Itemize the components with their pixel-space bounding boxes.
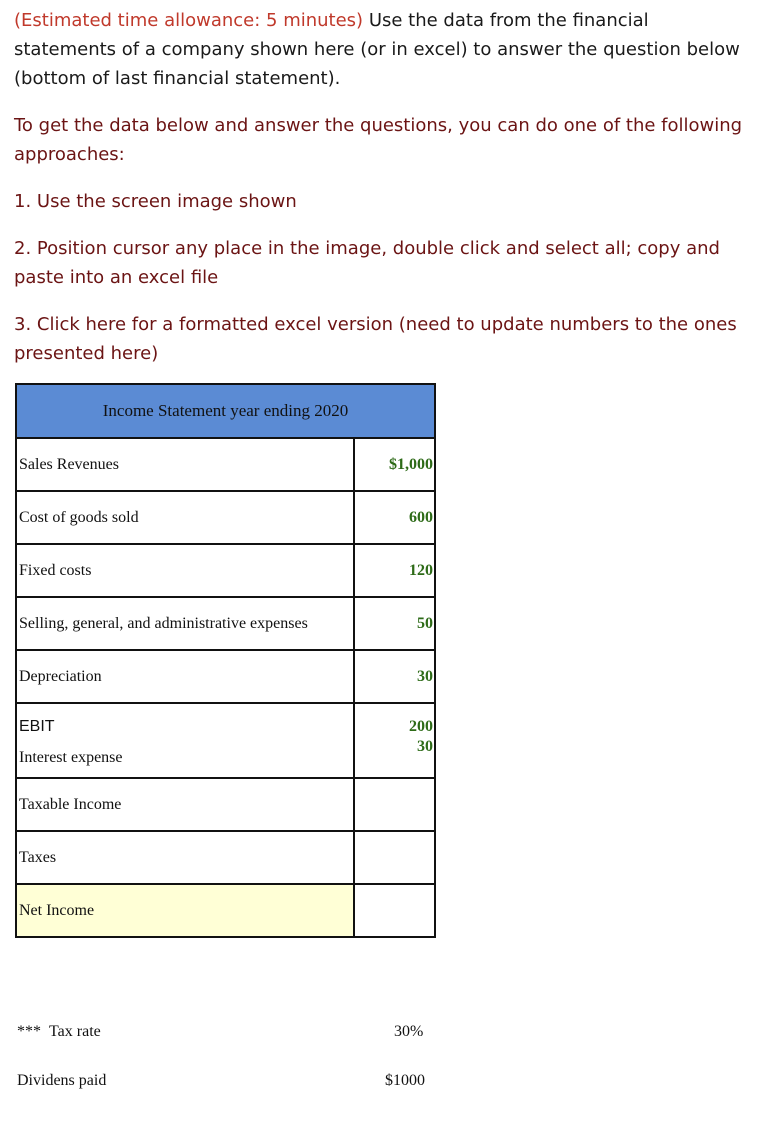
table-row	[16, 650, 435, 703]
income-statement-table	[15, 383, 436, 938]
row-value: 30	[354, 650, 435, 703]
row-value: 120	[354, 544, 435, 597]
instructions	[14, 6, 754, 386]
row-label: Interest expense	[16, 738, 354, 778]
option-1-text: 1. Use the screen image shown	[14, 191, 297, 212]
row-value: 50	[354, 597, 435, 650]
row-value	[354, 884, 435, 937]
tax-rate-value: 30%	[394, 1023, 424, 1040]
row-value: 600	[354, 491, 435, 544]
dividends-value: $1000	[385, 1072, 425, 1089]
row-value	[354, 831, 435, 884]
intro-text: Use the data from the financial statements of a company shown here (or in excel) to answer the question below (bottom of last financial statement).	[14, 10, 740, 89]
table-row	[16, 884, 435, 937]
statement-title: Income Statement year ending 2020	[16, 384, 435, 438]
row-label: Taxable Income	[16, 778, 354, 831]
approaches-text: To get the data below and answer the questions, you can do one of the following approaches:	[14, 115, 743, 165]
row-label: Taxes	[16, 831, 354, 884]
table-row	[16, 491, 435, 544]
table-row	[16, 778, 435, 831]
intro-paragraph	[14, 6, 754, 93]
table-header-row	[16, 384, 435, 438]
tax-label: Tax rate	[49, 1023, 101, 1040]
tax-rate-label	[17, 1023, 101, 1041]
row-label: Depreciation	[16, 650, 354, 703]
time-allowance-text: (Estimated time allowance: 5 minutes)	[14, 10, 364, 31]
row-value: 30	[354, 738, 435, 778]
row-label: Net Income	[16, 884, 354, 937]
table-row	[16, 597, 435, 650]
row-value: 200	[354, 703, 435, 738]
table-row	[16, 831, 435, 884]
row-label: Cost of goods sold	[16, 491, 354, 544]
tax-marker: ***	[17, 1023, 41, 1040]
option-2-text: 2. Position cursor any place in the image, double click and select all; copy and paste into an excel file	[14, 238, 720, 288]
table-row	[16, 438, 435, 491]
table-row	[16, 703, 435, 738]
row-label: Sales Revenues	[16, 438, 354, 491]
row-value: $1,000	[354, 438, 435, 491]
dividends-label: Dividens paid	[17, 1072, 107, 1089]
table-row	[16, 544, 435, 597]
table-row	[16, 738, 435, 778]
row-value	[354, 778, 435, 831]
row-label: EBIT	[16, 703, 354, 738]
row-label: Fixed costs	[16, 544, 354, 597]
option-3-link[interactable]: 3. Click here for a formatted excel version (need to update numbers to the ones presented here)	[14, 314, 737, 364]
row-label: Selling, general, and administrative expenses	[16, 597, 354, 650]
